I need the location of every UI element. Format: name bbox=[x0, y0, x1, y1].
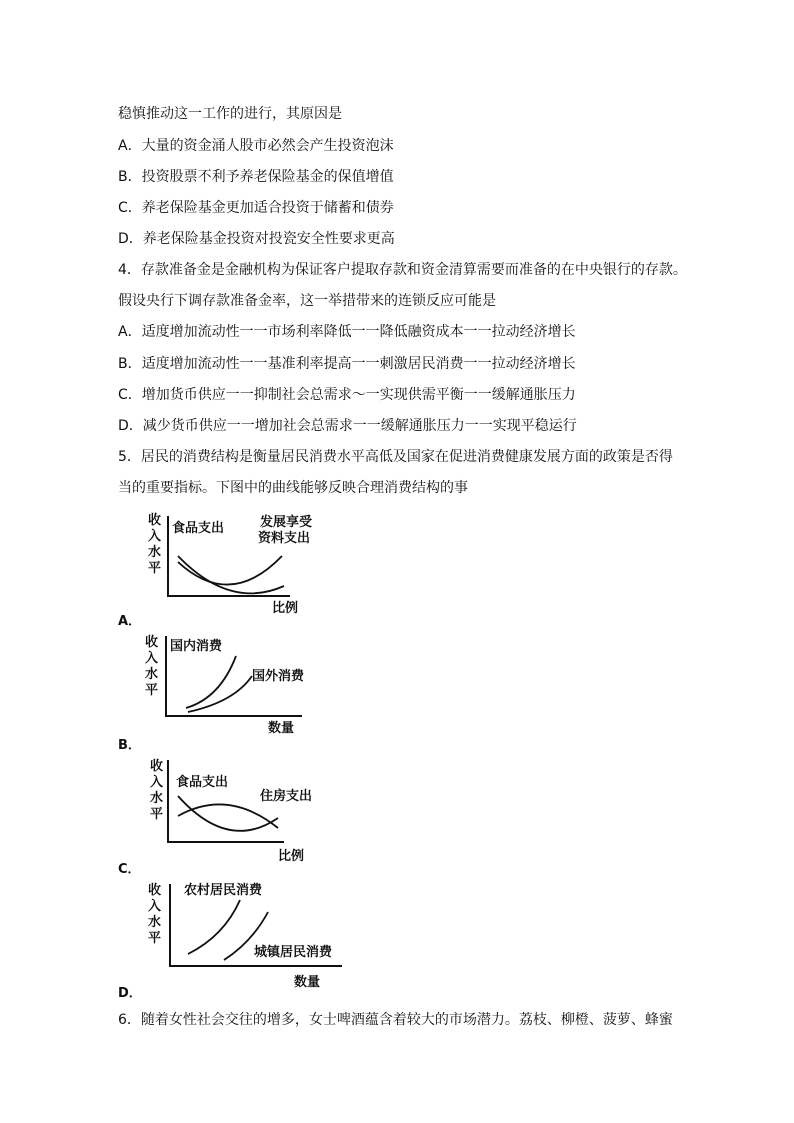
q4-option-b: B．适度增加流动性一一基准利率提高一一刺激居民消费一一拉动经济增长 bbox=[118, 356, 576, 372]
figure-b-option: B． bbox=[118, 738, 141, 753]
y-label-char: 水 bbox=[150, 791, 164, 806]
figure-c bbox=[148, 756, 338, 864]
q3-option-b: B．投资股票不利予养老保险基金的保值增值 bbox=[118, 169, 394, 185]
q3-option-c: C．养老保险基金更加适合投资于储蓄和债券 bbox=[118, 200, 394, 216]
curve-domestic bbox=[186, 656, 236, 708]
q3-option-a: A．大量的资金涌人股市必然会产生投资泡沫 bbox=[118, 138, 394, 154]
curve1-label: 农村居民消费 bbox=[184, 883, 263, 898]
y-label-char: 收 bbox=[148, 513, 162, 528]
curve1-label: 国内消费 bbox=[170, 639, 223, 654]
y-label-char: 收 bbox=[150, 759, 164, 774]
figure-d bbox=[144, 880, 354, 990]
y-label-char: 平 bbox=[148, 931, 162, 946]
question-6-stem: 6．随着女性社会交往的增多，女士啤酒蕴含着较大的市场潜力。荔枝、柳橙、菠萝、蜂蜜 bbox=[118, 1012, 673, 1028]
curve2-label: 国外消费 bbox=[252, 669, 305, 684]
y-label-char: 入 bbox=[148, 899, 162, 914]
figure-d-option: D． bbox=[118, 986, 142, 1001]
curve2-label: 发展享受 bbox=[260, 515, 313, 530]
figure-a-option: A． bbox=[118, 614, 142, 629]
y-label-char: 入 bbox=[150, 775, 164, 790]
q4-option-c: C．增加货币供应一一抑制社会总需求～一实现供需平衡一一缓解通胀压力 bbox=[118, 387, 576, 403]
question-3-stem-end: 稳慎推动这一工作的进行，其原因是 bbox=[118, 106, 342, 122]
curve2-label: 资料支出 bbox=[258, 531, 311, 546]
curve1-label: 食品支出 bbox=[172, 521, 225, 536]
y-label-char: 水 bbox=[145, 667, 159, 682]
y-label-char: 入 bbox=[145, 651, 159, 666]
question-4-stem: 4．存款准备金是金融机构为保证客户提取存款和资金清算需要而准备的在中央银行的存款。 bbox=[118, 262, 687, 278]
x-label: 数量 bbox=[294, 975, 321, 990]
curve-falling bbox=[178, 804, 278, 828]
question-4-stem-cont: 假设央行下调存款准备金率，这一举措带来的连锁反应可能是 bbox=[118, 293, 496, 309]
x-label: 比例 bbox=[278, 849, 305, 864]
x-label: 数量 bbox=[268, 721, 295, 736]
curve-foreign bbox=[188, 676, 252, 712]
q4-option-d: D．减少货币供应一一增加社会总需求一一缓解通胀压力一一实现平稳运行 bbox=[118, 418, 577, 434]
q3-option-d: D．养老保险基金投资对投瓷安全性要求更高 bbox=[118, 231, 395, 247]
y-label-char: 平 bbox=[150, 807, 164, 822]
figure-c-option: C． bbox=[118, 862, 141, 877]
y-label-char: 平 bbox=[148, 561, 162, 576]
figure-b bbox=[140, 632, 340, 736]
curve-rural bbox=[188, 900, 240, 954]
figure-a bbox=[140, 510, 340, 616]
curve1-label: 食品支出 bbox=[176, 775, 229, 790]
y-label-char: 收 bbox=[148, 883, 162, 898]
curve2-label: 城镇居民消费 bbox=[254, 945, 333, 960]
question-5-stem-cont: 当的重要指标。下图中的曲线能够反映合理消费结构的事 bbox=[118, 480, 468, 496]
y-label-char: 平 bbox=[145, 683, 159, 698]
question-5-stem: 5．居民的消费结构是衡量居民消费水平高低及国家在促进消费健康发展方面的政策是否得 bbox=[118, 449, 673, 465]
y-label-char: 收 bbox=[145, 635, 159, 650]
y-label-char: 入 bbox=[148, 529, 162, 544]
curve2-label: 住房支出 bbox=[260, 789, 313, 804]
q4-option-a: A．适度增加流动性一一市场利率降低一一降低融资成本一一拉动经济增长 bbox=[118, 324, 576, 340]
y-label-char: 水 bbox=[148, 915, 162, 930]
x-label: 比例 bbox=[272, 601, 299, 616]
y-label-char: 水 bbox=[148, 545, 162, 560]
